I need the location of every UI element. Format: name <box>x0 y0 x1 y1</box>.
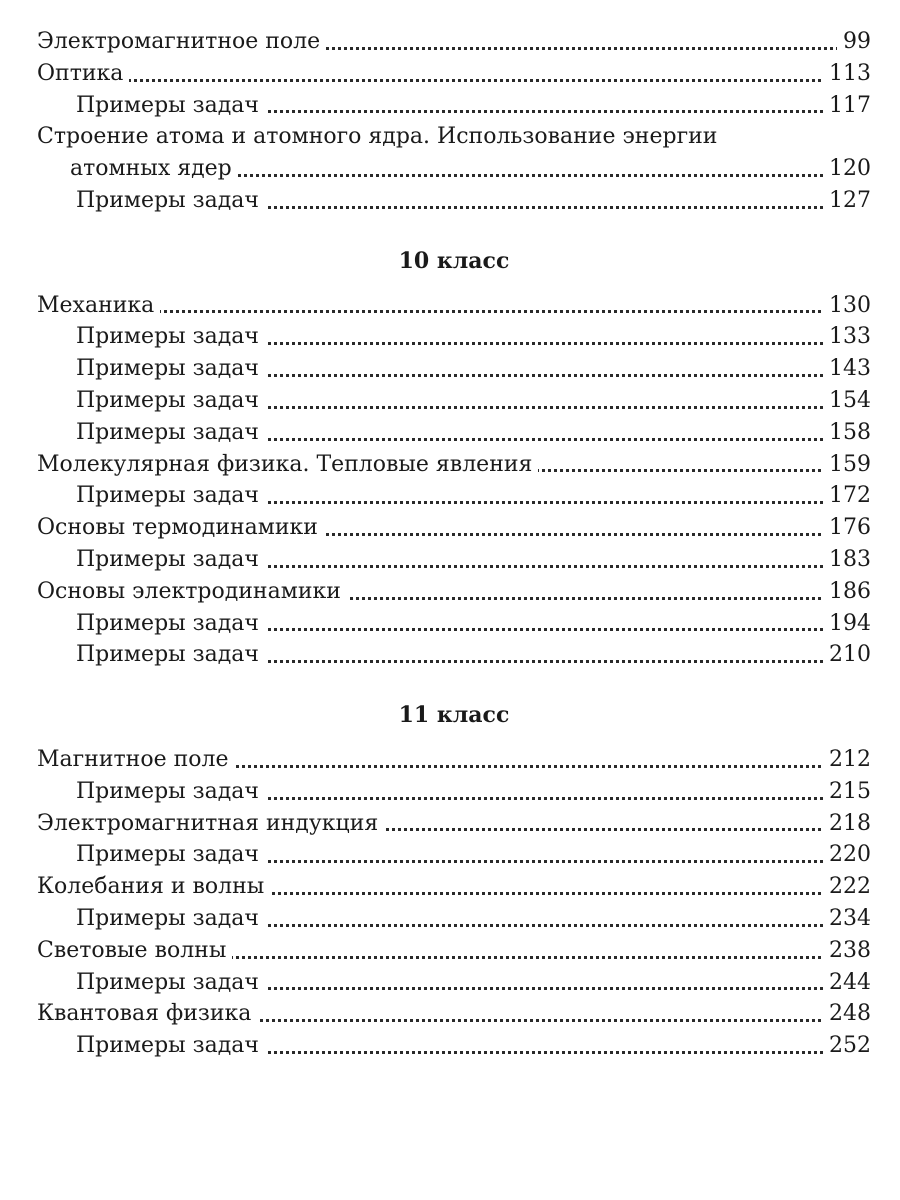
toc-entry[interactable] <box>37 744 871 776</box>
toc-entry[interactable] <box>37 385 871 417</box>
toc-entry[interactable] <box>37 639 871 671</box>
toc-entry-title: Примеры задач <box>76 483 265 508</box>
toc-entry[interactable] <box>37 58 871 90</box>
toc-entry-title: Примеры задач <box>76 324 265 349</box>
toc-block-grade-11 <box>37 744 871 1062</box>
toc-entry-page: 130 <box>823 290 871 322</box>
toc-entry[interactable] <box>37 608 871 640</box>
toc-entry[interactable] <box>37 544 871 576</box>
toc-entry[interactable] <box>37 839 871 871</box>
toc-entry-page: 210 <box>823 639 871 671</box>
toc-entry-title: Основы электродинамики <box>37 579 347 604</box>
section-heading-grade-10: 10 класс <box>398 247 510 274</box>
toc-entry-page: 99 <box>837 26 871 58</box>
toc-entry[interactable] <box>37 967 871 999</box>
toc-entry[interactable] <box>37 512 871 544</box>
toc-entry-page: 176 <box>823 512 871 544</box>
toc-entry[interactable] <box>37 90 871 122</box>
toc-entry[interactable] <box>37 1030 871 1062</box>
toc-entry-title: Световые волны <box>37 938 232 963</box>
toc-block-grade-10 <box>37 290 871 672</box>
toc-entry[interactable] <box>37 998 871 1030</box>
toc-entry-title: Механика <box>37 293 160 318</box>
toc-entry-page: 183 <box>823 544 871 576</box>
toc-entry-page: 252 <box>823 1030 871 1062</box>
toc-entry[interactable] <box>37 353 871 385</box>
table-of-contents <box>37 26 871 1062</box>
toc-entry-page: 238 <box>823 935 871 967</box>
toc-entry-title: Квантовая физика <box>37 1001 257 1026</box>
toc-entry-title: Примеры задач <box>76 420 265 445</box>
toc-entry-multiline-first[interactable] <box>37 121 871 153</box>
toc-entry-page: 212 <box>823 744 871 776</box>
toc-entry[interactable] <box>37 449 871 481</box>
toc-entry-multiline-second[interactable] <box>37 153 871 185</box>
toc-entry-page: 117 <box>823 90 871 122</box>
toc-entry-page: 194 <box>823 608 871 640</box>
toc-entry-title: Электромагнитная индукция <box>37 811 384 836</box>
toc-entry-title: Примеры задач <box>76 611 265 636</box>
toc-entry-page: 248 <box>823 998 871 1030</box>
toc-entry[interactable] <box>37 871 871 903</box>
toc-entry-page: 133 <box>823 321 871 353</box>
toc-entry-page: 186 <box>823 576 871 608</box>
toc-entry-title: Магнитное поле <box>37 747 235 772</box>
toc-entry-title: Колебания и волны <box>37 874 270 899</box>
toc-entry-title: Оптика <box>37 61 129 86</box>
toc-entry-page: 143 <box>823 353 871 385</box>
toc-entry[interactable] <box>37 185 871 217</box>
toc-entry-page: 120 <box>823 153 871 185</box>
dot-leader <box>37 310 871 313</box>
toc-entry-title: Примеры задач <box>76 188 265 213</box>
toc-entry-title: Примеры задач <box>76 970 265 995</box>
toc-entry[interactable] <box>37 935 871 967</box>
toc-entry-page: 222 <box>823 871 871 903</box>
toc-entry-title-continued: атомных ядер <box>70 156 238 181</box>
toc-entry-title: Электромагнитное поле <box>37 29 326 54</box>
toc-entry-page: 159 <box>823 449 871 481</box>
toc-entry-title: Примеры задач <box>76 356 265 381</box>
toc-entry-title: Молекулярная физика. Тепловые явления <box>37 452 538 477</box>
toc-entry[interactable] <box>37 808 871 840</box>
toc-entry[interactable] <box>37 26 871 58</box>
toc-entry-title: Примеры задач <box>76 547 265 572</box>
toc-entry-page: 113 <box>823 58 871 90</box>
toc-entry-page: 244 <box>823 967 871 999</box>
toc-entry-page: 220 <box>823 839 871 871</box>
toc-entry-title: Примеры задач <box>76 93 265 118</box>
dot-leader <box>37 79 871 82</box>
toc-entry-title: Примеры задач <box>76 842 265 867</box>
toc-entry-title: Примеры задач <box>76 642 265 667</box>
toc-entry-page: 127 <box>823 185 871 217</box>
toc-block-intro <box>37 26 871 217</box>
toc-entry[interactable] <box>37 417 871 449</box>
toc-entry-title: Основы термодинамики <box>37 515 324 540</box>
toc-entry-title: Примеры задач <box>76 906 265 931</box>
toc-entry-page: 172 <box>823 480 871 512</box>
toc-entry-page: 218 <box>823 808 871 840</box>
toc-entry-page: 154 <box>823 385 871 417</box>
toc-entry-title: Примеры задач <box>76 388 265 413</box>
toc-entry[interactable] <box>37 290 871 322</box>
toc-entry[interactable] <box>37 321 871 353</box>
toc-entry-title: Примеры задач <box>76 779 265 804</box>
toc-entry-page: 234 <box>823 903 871 935</box>
toc-entry-page: 158 <box>823 417 871 449</box>
toc-entry-page: 215 <box>823 776 871 808</box>
toc-entry[interactable] <box>37 480 871 512</box>
section-heading-grade-11: 11 класс <box>398 702 510 729</box>
toc-entry-title: Строение атома и атомного ядра. Использование энергии <box>37 124 718 150</box>
toc-entry[interactable] <box>37 776 871 808</box>
toc-entry-title: Примеры задач <box>76 1033 265 1058</box>
toc-entry[interactable] <box>37 903 871 935</box>
toc-entry[interactable] <box>37 576 871 608</box>
